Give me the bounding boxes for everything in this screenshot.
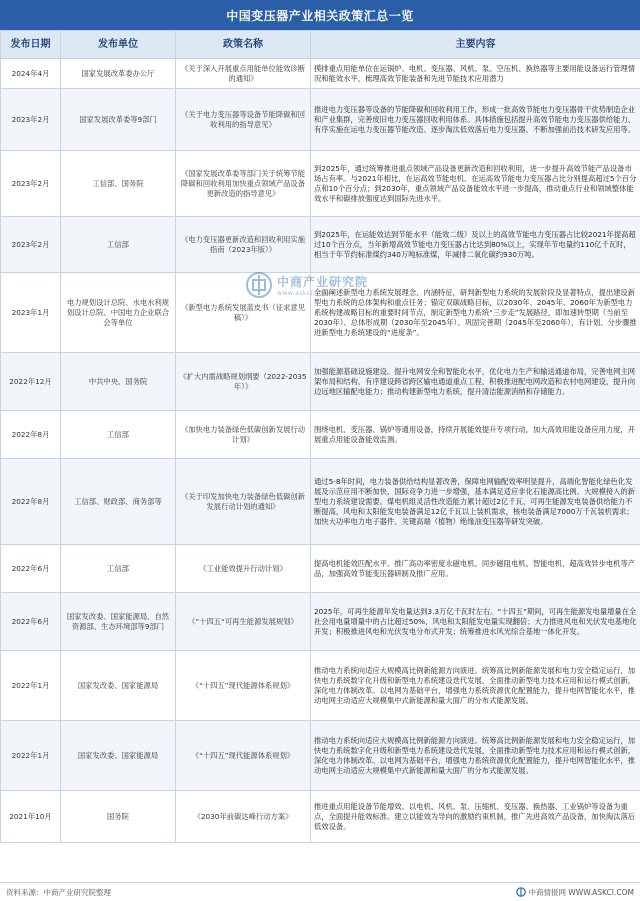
table-row bbox=[1, 459, 640, 545]
cell-name: 《“十四五”现代能源体系规划》 bbox=[176, 651, 311, 721]
cell-date: 2023年2月 bbox=[1, 217, 61, 273]
table-row bbox=[1, 151, 640, 217]
cell-name: 《扩大内需战略规划纲要（2022-2035年）》 bbox=[176, 353, 311, 411]
cell-date: 2022年8月 bbox=[1, 459, 61, 545]
column-header-date: 发布日期 bbox=[1, 31, 61, 59]
column-header-org: 发布单位 bbox=[61, 31, 176, 59]
cell-date: 2022年1月 bbox=[1, 651, 61, 721]
brand-label[interactable]: 中商情报网 WWW.ASKCI.COM bbox=[528, 887, 634, 897]
cell-content: 围绕电机、变压器、锅炉等通用设备，持续开展能效提升专项行动，加大高效用能设备应用力度，开展重点用能设备能效监测。 bbox=[311, 411, 640, 459]
cell-date: 2022年6月 bbox=[1, 593, 61, 651]
cell-org: 工信部 bbox=[61, 411, 176, 459]
cell-org: 国家发展改革委等9部门 bbox=[61, 89, 176, 151]
cell-date: 2023年2月 bbox=[1, 151, 61, 217]
cell-date: 2023年1月 bbox=[1, 273, 61, 353]
table-row bbox=[1, 791, 640, 843]
brand-logo-icon bbox=[516, 887, 526, 897]
cell-name: 《国家发展改革委等部门关于统筹节能降碳和回收利用加快重点领域产品设备更新改造的指导意见》 bbox=[176, 151, 311, 217]
source-note: 资料来源：中商产业研究院整理 bbox=[6, 887, 111, 897]
policy-table bbox=[0, 30, 640, 843]
cell-content: 推动电力系统向适应大规模高比例新能源方向演进。统筹高比例新能源发展和电力安全稳定运行，加快电力系统数字化升级和新型电力系统建设迭代发展，全面推动新型电力技术应用和运行模式创新，深化电力体制改革。以电网为基础平台，增强电力系统资源优化配置能力，提升电网智能化水平，推动电网主动适应大规模集中式新能源和量大面广的分布式能源发展。 bbox=[311, 651, 640, 721]
cell-name: 《关于深入开展重点用能单位能效诊断的通知》 bbox=[176, 59, 311, 89]
cell-content: 全面阐述新型电力系统发展理念、内涵特征，研判新型电力系统的发展阶段及显著特点，提出建设新型电力系统的总体架构和重点任务；锚定双碳战略目标，以2030年、2045年、2060年为新型电力系统构建战略目标的重要时间节点，制定新型电力系统“三步走”发展路径，即加速转型期（当前至2030年）、总体形成期（2030年至2045年）、巩固完善期（2045年至2060年），有计划、分步骤推进新型电力系统建设的“进度条”。 bbox=[311, 273, 640, 353]
cell-date: 2022年12月 bbox=[1, 353, 61, 411]
cell-org: 国家发改委、国家能源局 bbox=[61, 651, 176, 721]
watermark-url: www.askci.com bbox=[277, 290, 330, 297]
table-row bbox=[1, 593, 640, 651]
cell-content: 到2025年，在运能效达到节能水平（能效二级）及以上的高效节能电力变压器占比较2021年提高超过10个百分点，当年新增高效节能电力变压器占比达到80%以上，实现年节电量约110亿千瓦时，相当于年节约标准煤约340万吨标准煤，年减排二氧化碳约930万吨。 bbox=[311, 217, 640, 273]
table-row bbox=[1, 89, 640, 151]
table-header-row bbox=[1, 31, 640, 59]
cell-name: 《关于电力变压器等设备节能降碳和回收利用的指导意见》 bbox=[176, 89, 311, 151]
cell-date: 2022年6月 bbox=[1, 545, 61, 593]
cell-org: 国家发改委、国家能源局、自然资源部、生态环境部等9部门 bbox=[61, 593, 176, 651]
cell-org: 国家发展改革委办公厅 bbox=[61, 59, 176, 89]
cell-content: 推进电力变压器等设备的节能降碳和回收利用工作，形成一批高效节能电力变压器骨干优势制造企业和产业集群，完善废旧电力变压器回收利用体系。具体措施包括提升高效节能电力变压器供给能力、有序实施在运电力变压器节能改造、逐步淘汰低效落后电力变压器、不断加强前沿技术研发应用等。 bbox=[311, 89, 640, 151]
cell-date: 2023年2月 bbox=[1, 89, 61, 151]
table-row bbox=[1, 59, 640, 89]
cell-org: 工信部 bbox=[61, 545, 176, 593]
cell-content: 通过5-8年时间，电力装备供给结构显著改善，保障电网输配效率明显提升，高端化智能化绿色化发展及示范应用不断加快，国际竞争力进一步增强，基本满足适应非化石能源高比例、大规模接入的新型电力系统建设需要。煤电机组灵活性改造能力累计超过2亿千瓦，可再生能源发电装备供给能力不断提高，风电和太阳能发电装备满足12亿千瓦以上装机需求，核电装备满足7000万千瓦装机需求；加快大功率电力电子器件、关键高端（植物）绝缘油变压器等研发突破。 bbox=[311, 459, 640, 545]
table-row bbox=[1, 217, 640, 273]
cell-name: 《新型电力系统发展蓝皮书（征求意见稿）》 bbox=[176, 273, 311, 353]
cell-name: 《加快电力装备绿色低碳创新发展行动计划》 bbox=[176, 411, 311, 459]
table-row bbox=[1, 411, 640, 459]
column-header-name: 政策名称 bbox=[176, 31, 311, 59]
cell-content: 摸排重点用能单位在运锅炉、电机、变压器、风机、泵、空压机、换热器等主要用能设备运行管理情况和能效水平，梳理高效节能装备和先进节能技术应用潜力 bbox=[311, 59, 640, 89]
cell-org: 工信部、国务院 bbox=[61, 151, 176, 217]
cell-name: 《工业能效提升行动计划》 bbox=[176, 545, 311, 593]
cell-date: 2021年10月 bbox=[1, 791, 61, 843]
cell-date: 2024年4月 bbox=[1, 59, 61, 89]
cell-name: 《关于印发加快电力装备绿色低碳创新发展行动计划的通知》 bbox=[176, 459, 311, 545]
cell-name: 《电力变压器更新改造和回收利用实施指南（2023年版）》 bbox=[176, 217, 311, 273]
table-row bbox=[1, 353, 640, 411]
cell-date: 2022年8月 bbox=[1, 411, 61, 459]
cell-content: 推进重点用能设备节能增效。以电机、风机、泵、压缩机、变压器、换热器、工业锅炉等设备为重点，全面提升能效标准。建立以能效为导向的激励约束机制，推广先进高效产品设备，加快淘汰落后低效设备。 bbox=[311, 791, 640, 843]
cell-content: 2025年，可再生能源年发电量达到3.3万亿千瓦时左右。“十四五”期间，可再生能源发电量增量在全社会用电量增量中的占比超过50%，风电和太阳能发电量实现翻倍；大力推进风电和光伏发电基地化开发；积极推进风电和光伏发电分布式开发；统筹推进水风光综合基地一体化开发。 bbox=[311, 593, 640, 651]
cell-org: 国务院 bbox=[61, 791, 176, 843]
cell-content: 推动电力系统向适应大规模高比例新能源方向演进。统筹高比例新能源发展和电力安全稳定运行，加快电力系统数字化升级和新型电力系统建设迭代发展，全面推动新型电力技术应用和运行模式创新，深化电力体制改革。以电网为基础平台，增强电力系统资源优化配置能力，提升电网智能化水平，推动电网主动适应大规模集中式新能源和量大面广的分布式能源发展。 bbox=[311, 721, 640, 791]
cell-org: 工信部 bbox=[61, 217, 176, 273]
table-row bbox=[1, 273, 640, 353]
cell-name: 《“十四五”现代能源体系规划》 bbox=[176, 721, 311, 791]
cell-org: 工信部、财政部、商务部等 bbox=[61, 459, 176, 545]
watermark-text: 中商产业研究院 bbox=[277, 275, 369, 289]
cell-org: 国家发改委、国家能源局 bbox=[61, 721, 176, 791]
footer bbox=[0, 882, 640, 901]
cell-date: 2022年1月 bbox=[1, 721, 61, 791]
cell-content: 到2025年，通过统筹推进重点领域产品设备更新改造和回收利用，进一步提升高效节能产品设备市场占有率。与2021年相比，在运高效节能电机、在运高效节能电力变压器占比分别提高超过5个百分点和10个百分点；到2030年，重点领域产品设备能效水平进一步提高，推动重点行业和领域整体能效水平和碳排放强度达到国际先进水平。 bbox=[311, 151, 640, 217]
cell-content: 提高电机能效匹配水平。推广高功率密度永磁电机、同步磁阻电机、智能电机、超高效异步电机等产品，加强高效节能变压器研制及推广应用。 bbox=[311, 545, 640, 593]
cell-content: 加强能源基础设施建设。提升电网安全和智能化水平，优化电力生产和输送通道布局，完善电网主网架布局和结构，有序建设跨省跨区输电通道重点工程，积极推进配电网改造和农村电网建设，提升向边远地区输配电能力；推动构建新型电力系统，提升清洁能源消纳和存储能力。 bbox=[311, 353, 640, 411]
cell-name: 《2030年前碳达峰行动方案》 bbox=[176, 791, 311, 843]
page-title: 中国变压器产业相关政策汇总一览 bbox=[0, 0, 640, 30]
table-row bbox=[1, 651, 640, 721]
table-row bbox=[1, 545, 640, 593]
cell-name: 《”十四五“可再生能源发展规划》 bbox=[176, 593, 311, 651]
table-row bbox=[1, 721, 640, 791]
cell-org: 中共中央、国务院 bbox=[61, 353, 176, 411]
column-header-content: 主要内容 bbox=[311, 31, 640, 59]
cell-org: 电力规划设计总院、水电水利规划设计总院、中国电力企业联合会等单位 bbox=[61, 273, 176, 353]
